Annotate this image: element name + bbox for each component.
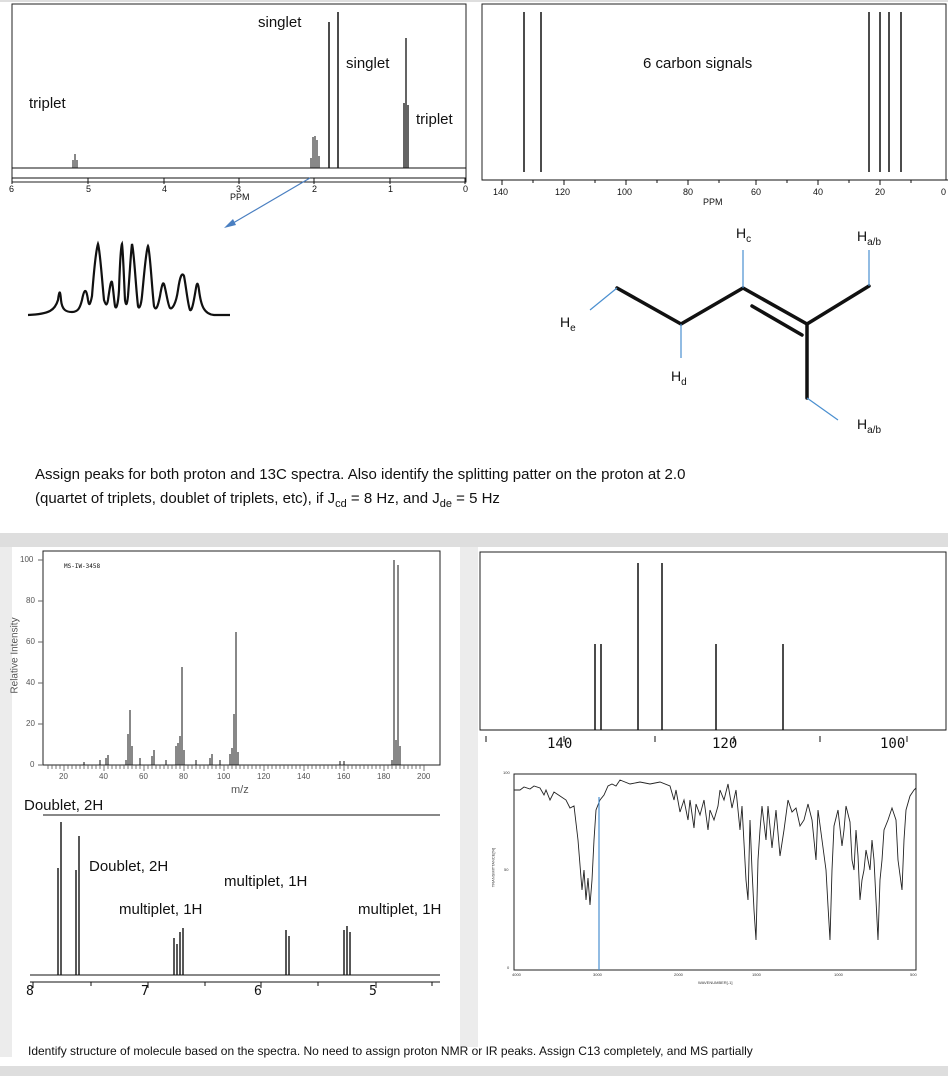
- c-nmr-axis-title: PPM: [703, 197, 723, 207]
- ms-ytick-0: 0: [30, 760, 35, 769]
- ir-xtick-1000: 1000: [834, 972, 843, 977]
- h-nmr-tick-5b: 5: [369, 984, 377, 999]
- ms-ytick-40: 40: [26, 678, 35, 687]
- h-nmr-axis-title: PPM: [230, 192, 250, 202]
- c-nmr-tick-40: 40: [813, 187, 824, 197]
- h-nmr-tick-7: 7: [141, 984, 149, 999]
- h-nmr-tick-5: 5: [86, 184, 92, 194]
- h-nmr-tick-2: 2: [312, 184, 318, 194]
- h-nmr-label-multiplet-c: multiplet, 1H: [358, 901, 442, 918]
- ms-code: MS-IW-3458: [64, 563, 101, 570]
- c13-tick-140: 140: [547, 736, 573, 752]
- h-nmr-label-triplet-right: triplet: [416, 111, 453, 128]
- ir-x-title: WAVENUMBER[-1]: [698, 980, 733, 985]
- h-nmr-tick-1: 1: [388, 184, 394, 194]
- h-nmr-label-doublet-b: Doublet, 2H: [89, 858, 169, 875]
- instruction-line-2: (quartet of triplets, doublet of triplets, etc), if $J_{cd} = 8$ Hz, and $J_{de} = 5$ Hz: [35, 490, 500, 510]
- c-nmr-tick-120: 120: [555, 187, 571, 197]
- ir-xtick-4000: 4000: [512, 972, 521, 977]
- ir-ytick-50: 50: [504, 867, 509, 872]
- label-hab-bottom: $H_{a/b}$: [857, 416, 882, 436]
- instruction-line-1: Assign peaks for both proton and 13C spectra. Also identify the splitting patter on the proton at 2.0: [35, 466, 686, 483]
- ms-xtick-180: 180: [377, 772, 391, 781]
- h-nmr-label-singlet-a: singlet: [258, 14, 302, 31]
- ir-xtick-1500: 1500: [752, 972, 761, 977]
- ms-ytick-60: 60: [26, 637, 35, 646]
- label-he: $H_e$: [560, 314, 576, 334]
- ms-y-title: Relative Intensity: [9, 617, 21, 694]
- c-nmr-label: 6 carbon signals: [643, 55, 753, 72]
- h-nmr-label-doublet-a: Doublet, 2H: [24, 797, 104, 814]
- h-nmr-tick-4: 4: [162, 184, 168, 194]
- ms-ytick-20: 20: [26, 719, 35, 728]
- bottom-caption: Identify structure of molecule based on the spectra. No need to assign proton NMR or IR peaks. Assign C13 completely, and MS partially: [28, 1044, 753, 1058]
- c13-tick-100: 100: [880, 736, 906, 752]
- h-nmr-tick-8: 8: [26, 984, 34, 999]
- c-nmr-tick-100: 100: [617, 187, 633, 197]
- h-nmr-label-singlet-b: singlet: [346, 55, 390, 72]
- ms-xtick-160: 160: [337, 772, 351, 781]
- label-hab-top: $H_{a/b}$: [857, 228, 882, 248]
- ms-x-title: m/z: [231, 784, 249, 796]
- ir-xtick-500: 500: [910, 972, 917, 977]
- label-hd: $H_d$: [671, 368, 687, 388]
- ms-ytick-100: 100: [20, 555, 34, 564]
- ms-xtick-80: 80: [179, 772, 188, 781]
- c-nmr-tick-140: 140: [493, 187, 509, 197]
- ms-xtick-40: 40: [99, 772, 108, 781]
- h-nmr-tick-6: 6: [9, 184, 15, 194]
- c13-tick-120: 120: [712, 736, 738, 752]
- h-nmr-tick-3: 3: [236, 184, 242, 194]
- h-nmr-label-multiplet-a: multiplet, 1H: [119, 901, 203, 918]
- ms-ytick-80: 80: [26, 596, 35, 605]
- c-nmr-tick-80: 80: [683, 187, 694, 197]
- h-nmr-tick-6b: 6: [254, 984, 262, 999]
- label-hc: $H_c$: [736, 225, 752, 245]
- c-nmr-tick-60: 60: [751, 187, 762, 197]
- c-nmr-tick-0: 0: [941, 187, 947, 197]
- ms-xtick-60: 60: [139, 772, 148, 781]
- h-nmr-tick-0: 0: [463, 184, 469, 194]
- ms-xtick-200: 200: [417, 772, 431, 781]
- ms-xtick-20: 20: [59, 772, 68, 781]
- c-nmr-tick-20: 20: [875, 187, 886, 197]
- h-nmr-label-multiplet-b: multiplet, 1H: [224, 873, 308, 890]
- ir-ytick-100: 100: [503, 770, 510, 775]
- ir-xtick-3000: 3000: [593, 972, 602, 977]
- ms-xtick-120: 120: [257, 772, 271, 781]
- ir-ytick-0: 0: [507, 965, 510, 970]
- ms-xtick-140: 140: [297, 772, 311, 781]
- h-nmr-label-triplet-left: triplet: [29, 95, 66, 112]
- ir-y-title: TRANSMITTANCE[%]: [490, 847, 496, 888]
- ms-xtick-100: 100: [217, 772, 231, 781]
- ir-xtick-2000: 2000: [674, 972, 683, 977]
